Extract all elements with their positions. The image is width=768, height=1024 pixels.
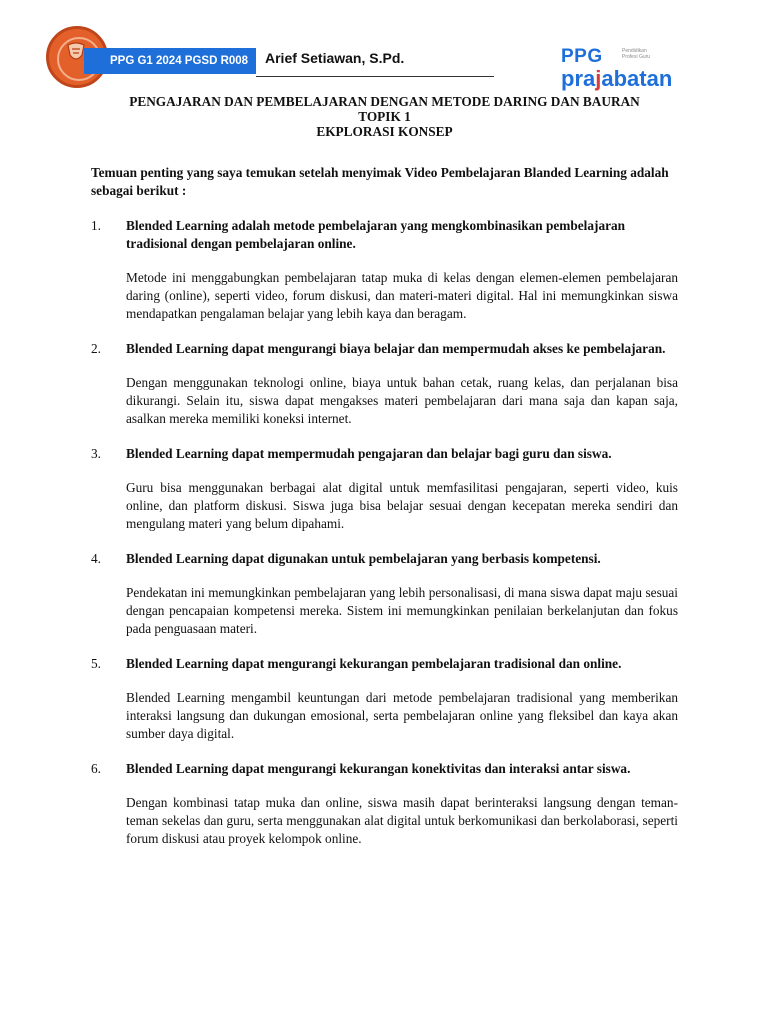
ppg-logo-subtitle: Pendidikan Profesi Guru xyxy=(622,48,651,60)
document-header xyxy=(0,0,768,95)
ppg-logo-text: PPG xyxy=(561,46,603,67)
list-item xyxy=(91,445,678,533)
item-body: Metode ini menggabungkan pembelajaran tatap muka di kelas dengan elemen-elemen pembelajaran daring (online), seperti video, forum diskusi, dan materi-materi digital. Hal ini memungkinkan siswa mendapatkan pengalaman belajar yang lebih kaya dan beragam. xyxy=(126,270,678,321)
item-body: Dengan kombinasi tatap muka dan online, siswa masih dapat berinteraksi langsung dengan teman-teman sekelas dan guru, serta menggunakan alat digital untuk berkomunikasi dan berkolaborasi, seperti forum diskusi atau proyek kelompok online. xyxy=(126,795,678,846)
logo-part-1: pra xyxy=(561,66,596,91)
prajabatan-logo-text xyxy=(561,66,672,92)
item-heading: Blended Learning dapat digunakan untuk pembelajaran yang berbasis kompetensi. xyxy=(126,551,601,566)
item-heading: Blended Learning adalah metode pembelajaran yang mengkombinasikan pembelajaran tradisional dengan pembelajaran online. xyxy=(126,218,626,251)
item-heading: Blended Learning dapat mempermudah pengajaran dan belajar bagi guru dan siswa. xyxy=(126,446,612,461)
class-banner: PPG G1 2024 PGSD R008 xyxy=(84,48,256,74)
item-number: 3. xyxy=(91,446,101,461)
item-number: 4. xyxy=(91,551,101,566)
header-underline xyxy=(256,76,494,77)
author-name: Arief Setiawan, S.Pd. xyxy=(265,50,405,66)
list-item xyxy=(91,760,678,848)
list-item xyxy=(91,550,678,638)
item-body: Guru bisa menggunakan berbagai alat digital untuk memfasilitasi pengajaran, seperti video, kuis online, dan platform diskusi. Siswa juga bisa belajar sesuai dengan kecepatan mereka sendiri dan mengulang materi yang belum dipahami. xyxy=(126,480,678,531)
item-number: 1. xyxy=(91,218,101,233)
item-heading: Blended Learning dapat mengurangi biaya belajar dan mempermudah akses ke pembelajaran. xyxy=(126,341,666,356)
title-line-1: PENGAJARAN DAN PEMBELAJARAN DENGAN METODE DARING DAN BAURAN xyxy=(129,94,640,109)
item-body: Pendekatan ini memungkinkan pembelajaran yang lebih personalisasi, di mana siswa dapat maju sesuai dengan pencapaian kompetensi mereka. Sistem ini memungkinkan penilaian berkelanjutan dan fokus pada penguasaan materi. xyxy=(126,585,678,636)
logo-accent-letter: j xyxy=(595,66,602,91)
item-number: 2. xyxy=(91,341,101,356)
list-item xyxy=(91,217,678,323)
intro-paragraph: Temuan penting yang saya temukan setelah menyimak Video Pembelajaran Blanded Learning adalah sebagai berikut : xyxy=(91,165,669,198)
document-body xyxy=(91,94,678,848)
list-item xyxy=(91,340,678,428)
item-number: 6. xyxy=(91,761,101,776)
item-body: Blended Learning mengambil keuntungan dari metode pembelajaran tradisional yang memberikan interaksi langsung dan dukungan emosional, serta pembelajaran online yang fleksibel dan kaya akan sumber daya digital. xyxy=(126,690,678,741)
title-line-2: TOPIK 1 xyxy=(358,109,411,124)
list-item xyxy=(91,655,678,743)
item-body: Dengan menggunakan teknologi online, biaya untuk bahan cetak, ruang kelas, dan perjalanan bisa dikurangi. Selain itu, siswa dapat mengakses materi pembelajaran dari mana saja dan kapan saja, asalkan mereka memiliki koneksi internet. xyxy=(126,375,678,426)
document-title xyxy=(91,94,678,139)
title-line-3: EKPLORASI KONSEP xyxy=(316,124,453,139)
item-heading: Blended Learning dapat mengurangi kekurangan konektivitas dan interaksi antar siswa. xyxy=(126,761,631,776)
item-heading: Blended Learning dapat mengurangi kekurangan pembelajaran tradisional dan online. xyxy=(126,656,622,671)
item-number: 5. xyxy=(91,656,101,671)
logo-part-2: abatan xyxy=(601,66,673,91)
